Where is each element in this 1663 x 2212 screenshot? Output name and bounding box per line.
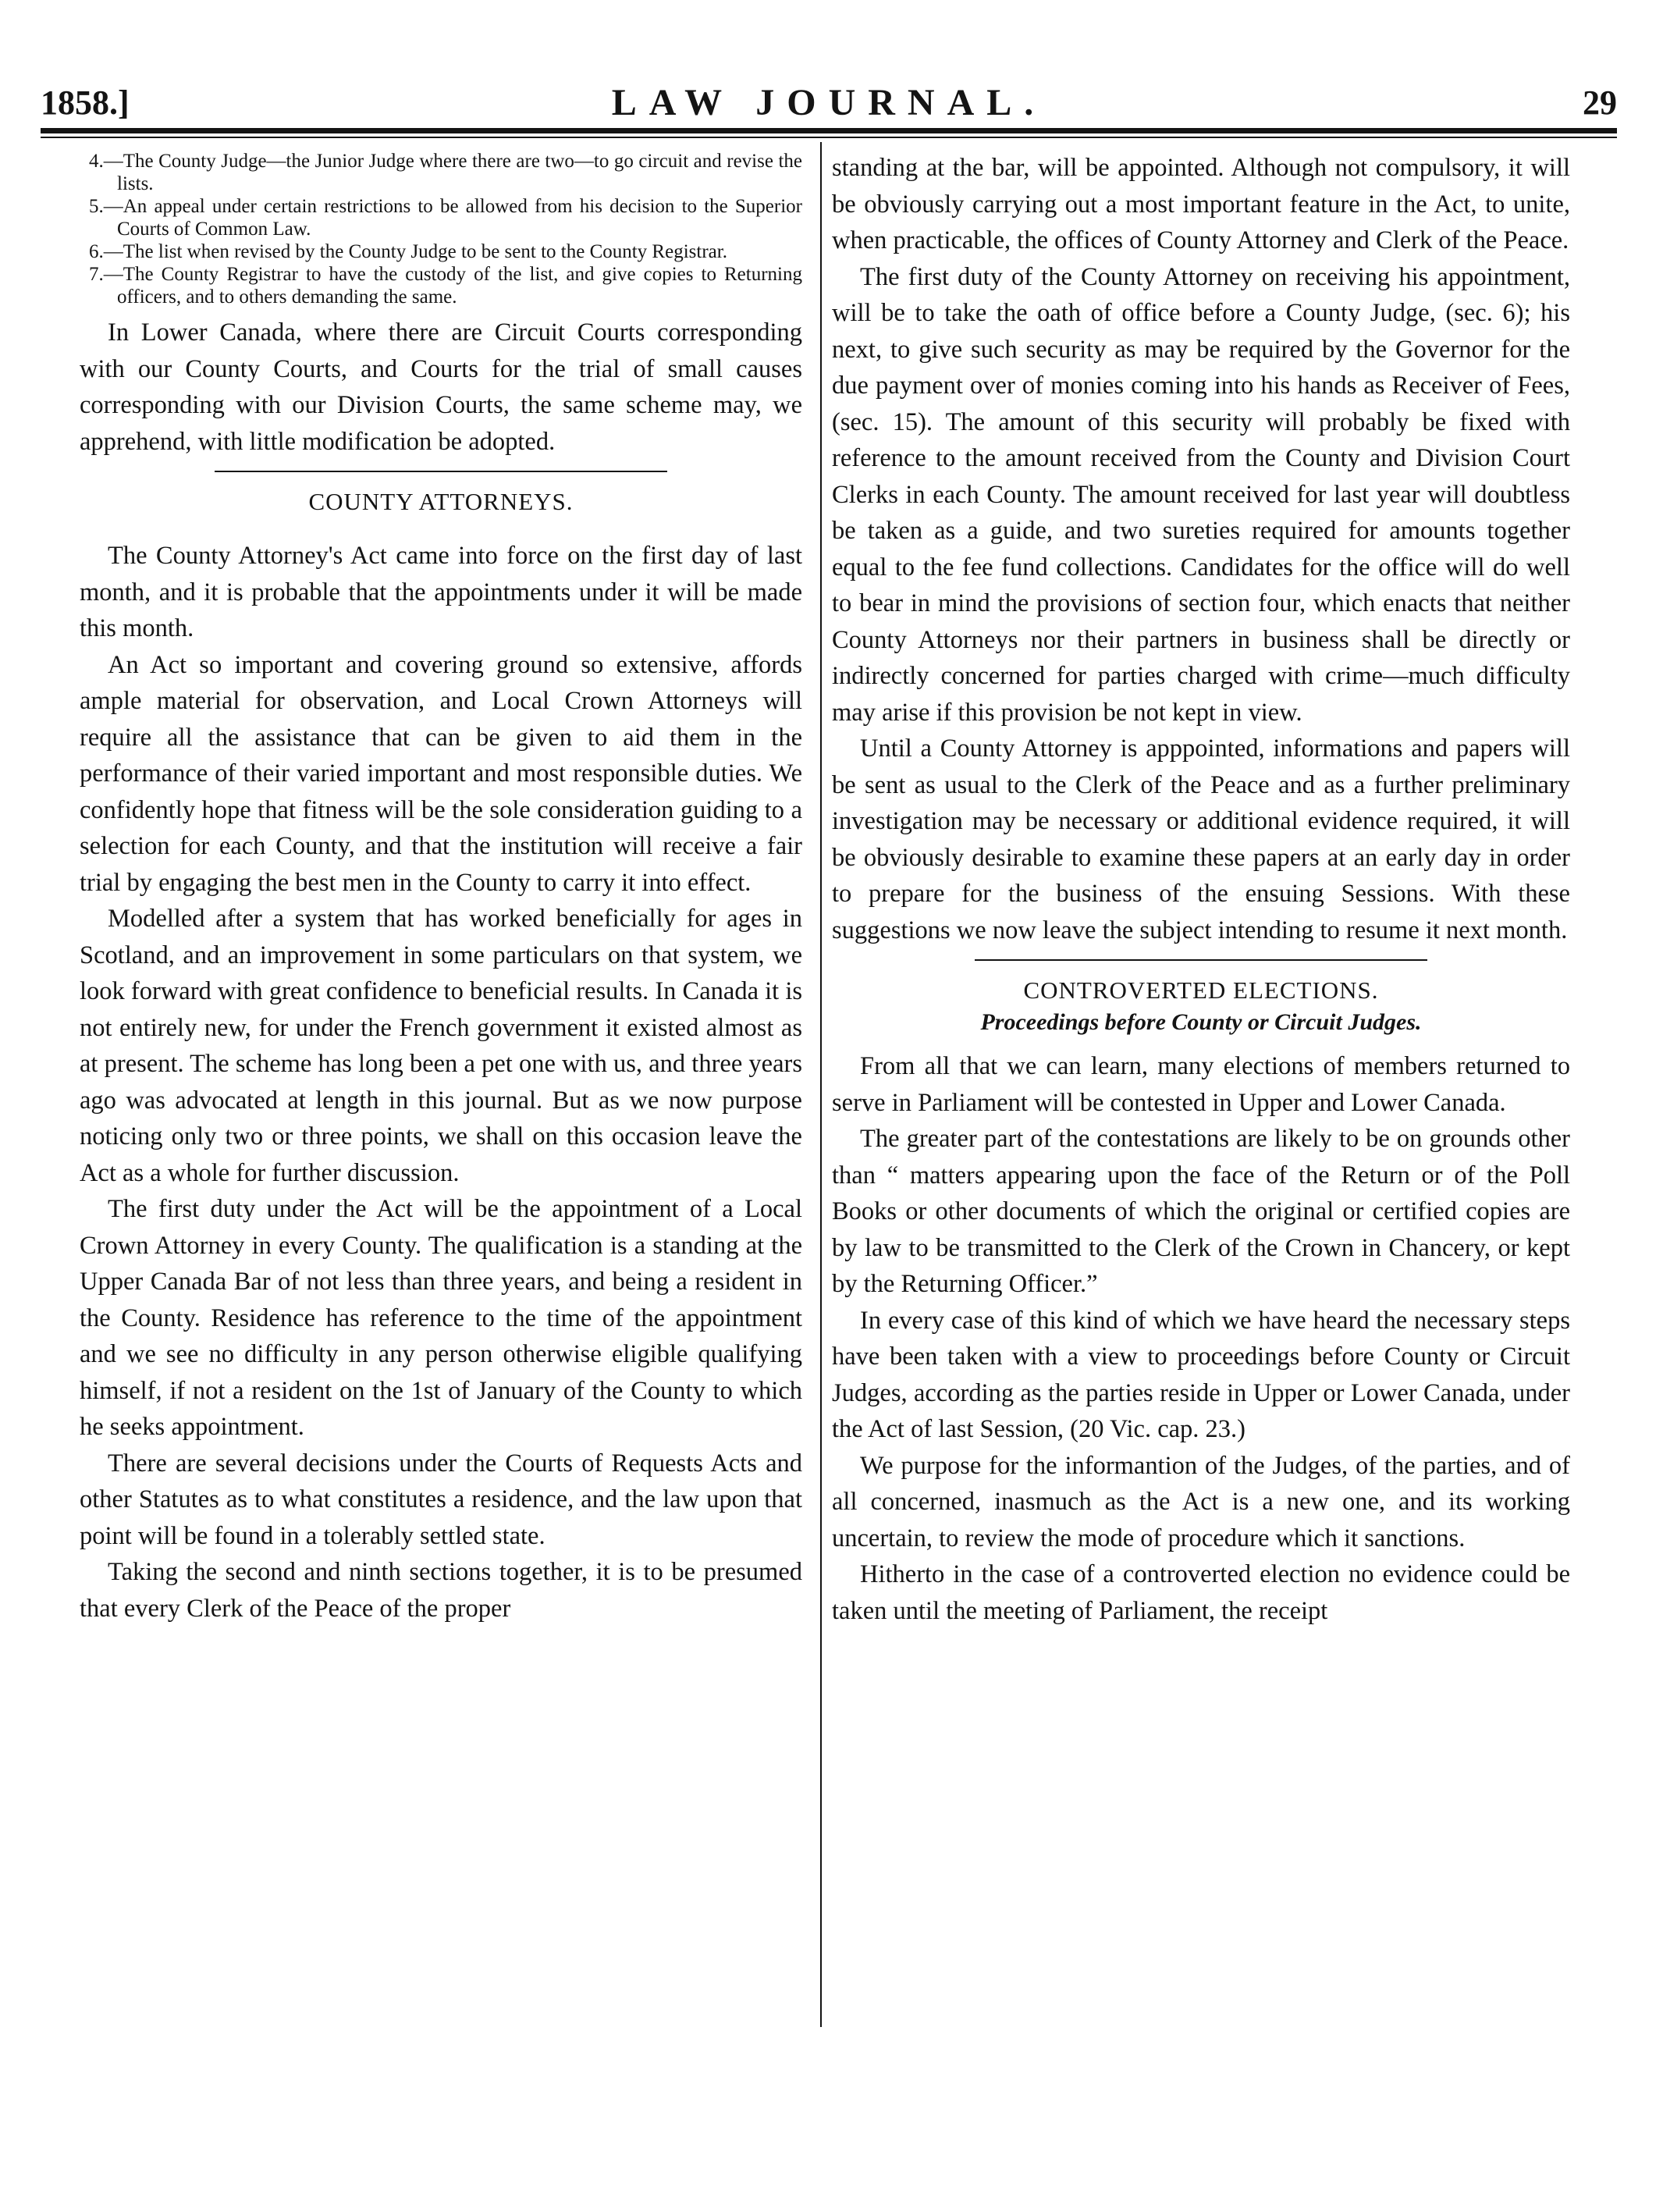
paragraph: The first duty under the Act will be the appointment of a Local Crown Attorney in every County. The qualification is a standing at the Upper Canada Bar of not less than three years, and being a resident in the County. Residence has reference to the time of the appointment and we see no difficulty in any person otherwise eligible qualifying himself, if not a resident on the 1st of January of the County to which he seeks appointment. (80, 1195, 802, 1441)
paragraph: Until a County Attorney is apppointed, informations and papers will be sent as usual to the Clerk of the Peace and as a further preliminary investigation may be necessary or additional evidence required, it will be obviously desirable to examine these papers at an early day in order to prepare for the business of the ensuing Sessions. With these suggestions we now leave the subject intending to resume it next month. (832, 734, 1570, 944)
paragraph: Taking the second and ninth sections together, it is to be presumed that every Clerk of the Peace of the proper (80, 1558, 802, 1623)
running-header (41, 76, 1617, 123)
section-heading-controverted-elections: CONTROVERTED ELECTIONS. (1023, 976, 1379, 1004)
paragraph: From all that we can learn, many elections of members returned to serve in Parliament will be contested in Upper and Lower Canada. (832, 1052, 1570, 1117)
header-year: 1858.] (41, 84, 130, 122)
list-item: 6.—The list when revised by the County Judge to be sent to the County Registrar. (89, 241, 727, 262)
paragraph: There are several decisions under the Courts of Requests Acts and other Statutes as to what constitutes a residence, and the law upon that point will be found in a tolerably settled state. (80, 1449, 802, 1550)
paragraph: The first duty of the County Attorney on receiving his appointment, will be to take the oath of office before a County Judge, (sec. 6); his next, to give such security as may be required by the Governor for the due payment over of monies coming into his hands as Receiver of Fees, (sec. 15). The amount of this security will probably be fixed with reference to the amount received from the County and Division Court Clerks in each County. The amount received for last year will doubtless be taken as a guide, and two sureties required for amounts together equal to the fee fund collections. Candidates for the office will do well to bear in mind the provisions of section four, which enacts that neither County Attorneys nor their partners in business shall be directly or indirectly concerned for parties charged with crime—much difficulty may arise if this provision be not kept in view. (832, 262, 1570, 727)
paragraph-continued: standing at the bar, will be appointed. Although not compulsory, it will be obviously carrying out a most important feature in the Act, to unite, when practicable, the offices of County Attorney and Clerk of the Peace. (832, 154, 1570, 254)
paragraph: The greater part of the contestations are likely to be on grounds other than “ matters appearing upon the face of the Return or of the Poll Books or other documents of which the original or certified copies are by law to be transmitted to the Clerk of the Crown in Chancery, or kept by the Returning Officer.” (832, 1125, 1570, 1298)
paragraph: Modelled after a system that has worked beneficially for ages in Scotland, and an improvement in some particulars on that system, we look forward with great confidence to beneficial results. In Canada it is not entirely new, for under the French government it existed almost as at present. The scheme has long been a pet one with us, and three years ago was advocated at length in this journal. But as we now purpose noticing only two or three points, we shall on this occasion leave the Act as a whole for further discussion. (80, 905, 802, 1187)
paragraph: In Lower Canada, where there are Circuit Courts corresponding with our County Courts, and Courts for the trial of small causes corresponding with our Division Courts, the same scheme may, we apprehend, with little modification be adopted. (80, 318, 802, 456)
right-column (832, 150, 1570, 1629)
paragraph: In every case of this kind of which we have heard the necessary steps have been taken with a view to proceedings before County or Circuit Judges, according as the parties reside in Upper or Lower Canada, under the Act of last Session, (20 Vic. cap. 23.) (832, 1306, 1570, 1443)
numbered-list (80, 150, 802, 308)
left-column (80, 150, 802, 1627)
section-divider (215, 471, 667, 472)
paragraph: The County Attorney's Act came into force on the first day of last month, and it is probable that the appointments under it will be made this month. (80, 542, 802, 642)
journal-title: LAW JOURNAL. (611, 82, 1046, 123)
section-divider (975, 959, 1427, 961)
section-subheading: Proceedings before County or Circuit Judges. (980, 1009, 1422, 1035)
list-item: 4.—The County Judge—the Junior Judge where there are two—to go circuit and revise the lists. (89, 151, 802, 194)
list-item: 7.—The County Registrar to have the custody of the list, and give copies to Returning officers, and to others demanding the same. (89, 264, 802, 308)
section-heading-county-attorneys: COUNTY ATTORNEYS. (308, 488, 574, 515)
list-item: 5.—An appeal under certain restrictions to be allowed from his decision to the Superior Courts of Common Law. (89, 196, 802, 240)
column-divider (820, 142, 822, 2027)
header-rule-thin (41, 137, 1617, 138)
paragraph: Hitherto in the case of a controverted election no evidence could be taken until the meeting of Parliament, the receipt (832, 1560, 1570, 1625)
header-rule-thick (41, 128, 1617, 133)
paragraph: We purpose for the informantion of the Judges, of the parties, and of all concerned, inasmuch as the Act is a new one, and its working uncertain, to review the mode of procedure which it sanctions. (832, 1451, 1570, 1552)
page-number: 29 (1583, 84, 1617, 122)
paragraph: An Act so important and covering ground so extensive, affords ample material for observation, and Local Crown Attorneys will require all the assistance that can be given to aid them in the performance of their varied important and most responsible duties. We confidently hope that fitness will be the sole consideration guiding to a selection for each County, and that the institution will receive a fair trial by engaging the best men in the County to carry it into effect. (80, 650, 802, 897)
